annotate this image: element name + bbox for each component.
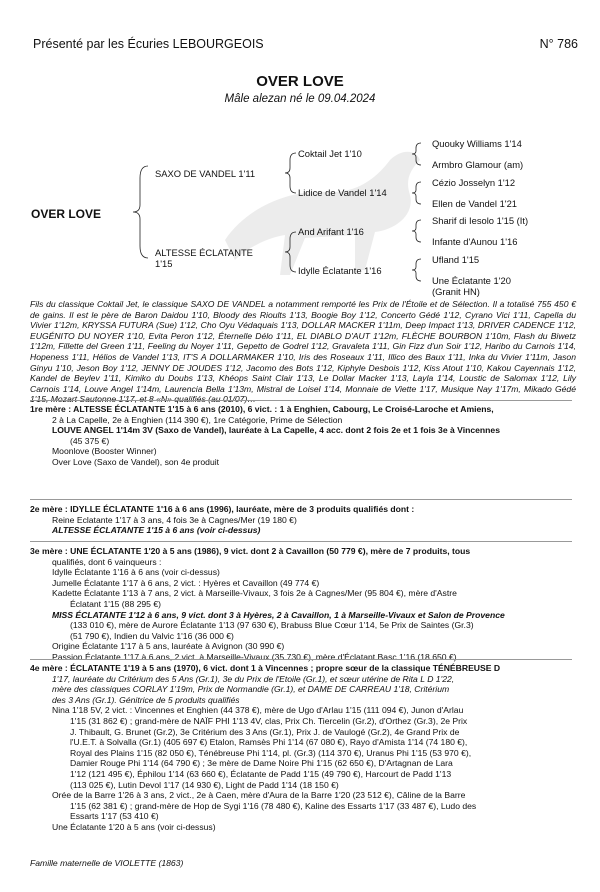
pedigree-dsd: Infante d'Aunou 1'16: [432, 236, 518, 247]
first-dam-product-2: Moonlove (Booster Winner): [52, 446, 157, 457]
third-dam-section: [30, 546, 578, 663]
third-dam-product-4c: (51 790 €), Indien du Valvic 1'16 (36 000 €): [70, 630, 234, 641]
fourth-dam-c2: mère des classiques CORLAY 1'19m, Prix de Normandie (Gr.1), et DAME DE CARREAU 1'18, Critérium: [52, 684, 450, 695]
pedigree-ds: And Arifant 1'16: [298, 226, 364, 237]
horse-description: Mâle alezan né le 09.04.2024: [224, 93, 376, 105]
fourth-dam-c1: 1'17, lauréate du Critérium des 5 Ans (Gr.1), 3e du Prix de l'Etoile (Gr.1), et sœur utérine de Rita L D 1'22,: [52, 673, 455, 684]
second-dam-section: [30, 504, 578, 536]
pedigree-sire: SAXO DE VANDEL 1'11: [155, 168, 256, 179]
first-dam-cont: 2 à La Capelle, 2e à Enghien (114 390 €), 1re Catégorie, Prime de Sélection: [52, 414, 343, 425]
first-dam-product-1b: (45 375 €): [70, 435, 110, 446]
pedigree-dss: Sharif di Iesolo 1'15 (It): [432, 215, 529, 226]
pedigree-sss: Quouky Williams 1'14: [432, 138, 522, 149]
second-dam-product-2: ALTESSE ÉCLATANTE 1'15 à 6 ans (voir ci-dessus): [52, 525, 261, 536]
second-dam-product-1: Reine Eclatante 1'17 à 3 ans, 4 fois 3e à Cagnes/Mer (19 180 €): [52, 514, 297, 525]
presenter-text: Présenté par les Écuries LEBOURGEOIS: [33, 37, 264, 51]
fourth-dam-oree-3: Essarts 1'17 (53 410 €): [70, 811, 159, 822]
pedigree-sdd: Ellen de Vandel 1'21: [432, 198, 518, 209]
pedigree-dds: Ufland 1'15: [432, 254, 480, 265]
maternal-family: Famille maternelle de VIOLETTE (1863): [30, 858, 184, 868]
fourth-dam-oree-2: 1'15 (62 381 €) ; grand-mère de Hop de Sygi 1'16 (78 480 €), Kaline des Essarts 1'17 (33 487 €), Ludo des: [70, 800, 477, 811]
fourth-dam-nina-2: 1'15 (31 862 €) ; grand-mère de NAÏF PHI 1'13 4V, clas, Prix Ch. Tiercelin (Gr.2), d'Orthez (Gr.3), 2e Prix: [70, 715, 468, 726]
pedigree-ss: Coktail Jet 1'10: [298, 148, 362, 159]
fourth-dam-nina-6: Damier Rouge Phi 1'14 (64 790 €) ; 3e mère de Dame Noire Phi 1'15 (62 650 €), D'Artagnan de Lara: [70, 758, 453, 769]
divider: [30, 541, 572, 542]
pedigree-sds: Cézio Josselyn 1'12: [432, 177, 516, 188]
third-dam-product-3: Kadette Éclatante 1'13 à 7 ans, 2 vict. à Marseille-Vivaux, 3 fois 2e à Cagnes/Mer (95 804 €), mère d'Astre: [52, 588, 457, 599]
divider: [30, 659, 572, 660]
third-dam-product-2: Jumelle Éclatante 1'17 à 6 ans, 2 vict. : Hyères et Cavaillon (49 774 €): [52, 577, 320, 588]
first-dam-section: [30, 404, 578, 468]
fourth-dam-nina-5: Royal des Plains 1'15 (82 050 €), Ténébreuse Phi 1'14, pl. (Gr.3) (114 370 €), Uranus Phi 1'15 (53 970 €),: [70, 747, 472, 758]
pedigree-subject: OVER LOVE: [31, 207, 102, 221]
pedigree-dd: Idylle Éclatante 1'16: [298, 265, 382, 276]
fourth-dam-nina-7: 1'12 (121 495 €), Éphilou 1'14 (63 660 €), Éclatante de Padd 1'15 (49 790 €), Harcourt de Padd 1'13: [70, 768, 452, 779]
fourth-dam-nina-4: l'U.E.T. à Solvalla (Gr.1) (405 697 €) Etalon, Ramsès Phi 1'14 (67 080 €), Rayo d'Amista 1'14 (74 180 €),: [70, 737, 468, 748]
divider: [30, 499, 572, 500]
third-dam-head: 3e mère : UNE ÉCLATANTE 1'20 à 5 ans (1986), 9 vict. dont 2 à Cavaillon (50 779 €), mère de 7 produits, tous: [30, 546, 471, 556]
third-dam-product-4: MISS ÉCLATANTE 1'12 à 6 ans, 9 vict. dont 3 à Hyères, 2 à Cavaillon, 1 à Marseille-Vivaux et Salon de Provence: [52, 609, 505, 620]
third-dam-product-3b: Éclatant 1'15 (88 295 €): [70, 598, 161, 609]
pedigree-ddd: Une Éclatante 1'20: [432, 275, 511, 286]
divider: [30, 400, 572, 401]
pedigree-ddd-sire: (Granit HN): [432, 286, 480, 297]
sire-description: Fils du classique Coktail Jet, le classique SAXO DE VANDEL a notamment remporté les Prix de l'Étoile et de Sélection. Il a totalisé 755 450 € de gains. Il est le père de Baron Daidou 1'10, Bloody des Rioults 1'13, Boogie Boy 1'12, Concerto Gédé 1'12, Cyrano Vici 1'11, Capella du Vivier 1'12m, KRYSSA FUTURA (Sue) 1'12, Cho Oyu Védaquais 1'13, DOLLAR MACKER 1'11m, Deep Impact 1'13, DRIVER CADENCE 1'12, EUGÉNITO DU NOYER 1'10, Evita Peron 1'12, Éternelle Délo 1'11, EL DIABLO D'AUT 1'12m, FLÈCHE BOURBON 1'10m, Flash du Biwetz 1'12m, Fillette del Green 1'11, Feeling du Noyer 1'11, Gepetto de Godrel 1'12, Gravaleta 1'11, Gin Fizz d'un Soir 1'12, Haribo du Carnois 1'14, Hopeness 1'11, Hélios de Vandel 1'13, IT'S A DOLLARMAKER 1'10, Iris des Roseaux 1'11, Illico des Baux 1'11, Inka du Vivier 1'11m, Jason Ginyu 1'10, Jeson Boy 1'12, JENNY DE JOUDES 1'12, Jacomo des Bots 1'12, Kiphyle Desbois 1'12, Kiss Atout 1'10, Kakou Cayennais 1'12, Kandel de Beylev 1'11, Kimiko du Doubs 1'13, Khéops Saint Clair 1'13, Le Dollar Macker 1'13, Layla 1'14, Loustic de Salomax 1'12, Lily Carnois 1'14, Louve Angel 1'14m, Laurencia Bella 1'13m, Mistral de Loisel 1'14, Monnaie de Viette 1'17, Musique Nay 1'17m, Mikado Gédé 1'15, Mozart Sautonne 1'17, et 8 «N» qualifiés (au 01/07)…: [30, 299, 576, 405]
pedigree-ssd: Armbro Glamour (am): [432, 159, 524, 170]
third-dam-product-6: Passion Éclatante 1'17 à 6 ans, 2 vict. à Marseille-Vivaux (35 730 €), mère d'Éclatant Basc 1'16 (18 650 €): [52, 651, 457, 662]
first-dam-product-1: LOUVE ANGEL 1'14m 3V (Saxo de Vandel), lauréate à La Capelle, 4 acc. dont 2 fois 2e et 1 fois 3e à Vincennes: [52, 425, 500, 436]
third-dam-cont: qualifiés, dont 6 vainqueurs :: [52, 556, 162, 567]
pedigree-dam-line1: ALTESSE ÉCLATANTE: [155, 247, 253, 258]
fourth-dam-section: [30, 663, 578, 833]
first-dam-head: 1re mère : ALTESSE ÉCLATANTE 1'15 à 6 ans (2010), 6 vict. : 1 à Enghien, Cabourg, Le Croisé-Laroche et Amiens,: [30, 404, 494, 414]
third-dam-product-4b: (133 010 €), mère de Aurore Éclatante 1'13 (97 630 €), Brabuss Blue Cœur 1'14, 5e Prix de Saintes (Gr.3): [70, 620, 474, 631]
horse-name-title: OVER LOVE: [256, 73, 344, 90]
second-dam-head: 2e mère : IDYLLE ÉCLATANTE 1'16 à 6 ans (1996), lauréate, mère de 3 produits qualifiés dont :: [30, 504, 415, 514]
fourth-dam-nina-8: (113 025 €), Lutin Devol 1'17 (14 930 €), Light de Padd 1'14 (18 150 €): [70, 779, 339, 790]
fourth-dam-oree-1: Orée de la Barre 1'26 à 3 ans, 2 vict., 2e à Caen, mère d'Aura de la Barre 1'20 (23 512 €), Câline de la Barre: [52, 790, 466, 801]
first-dam-product-3: Over Love (Saxo de Vandel), son 4e produit: [52, 456, 220, 467]
fourth-dam-nina-1: Nina 1'18 5V, 2 vict. : Vincennes et Enghien (44 378 €), mère de Ugo d'Arlau 1'15 (111 094 €), Junon d'Arlau: [52, 705, 464, 716]
lot-number: N° 786: [539, 37, 578, 51]
pedigree-sd: Lidice de Vandel 1'14: [298, 187, 387, 198]
fourth-dam-une: Une Éclatante 1'20 à 5 ans (voir ci-dessus): [52, 821, 216, 832]
fourth-dam-nina-3: J. Thibault, G. Brunet (Gr.2), 3e Critérium des 3 Ans (Gr.1), Prix J. de Vaulogé (Gr.2), 4e Grand Prix de: [70, 726, 460, 737]
third-dam-product-1: Idylle Éclatante 1'16 à 6 ans (voir ci-dessus): [52, 567, 220, 578]
pedigree-dam-line2: 1'15: [155, 258, 173, 269]
fourth-dam-c3: des 3 Ans (Gr.1). Génitrice de 5 produits qualifiés: [52, 694, 240, 705]
third-dam-product-5: Origine Éclatante 1'17 à 5 ans, lauréate à Avignon (30 990 €): [52, 641, 285, 652]
fourth-dam-head: 4e mère : ÉCLATANTE 1'19 à 5 ans (1970), 6 vict. dont 1 à Vincennes ; propre sœur de la classique TÉNÉBREUSE D: [30, 663, 501, 673]
